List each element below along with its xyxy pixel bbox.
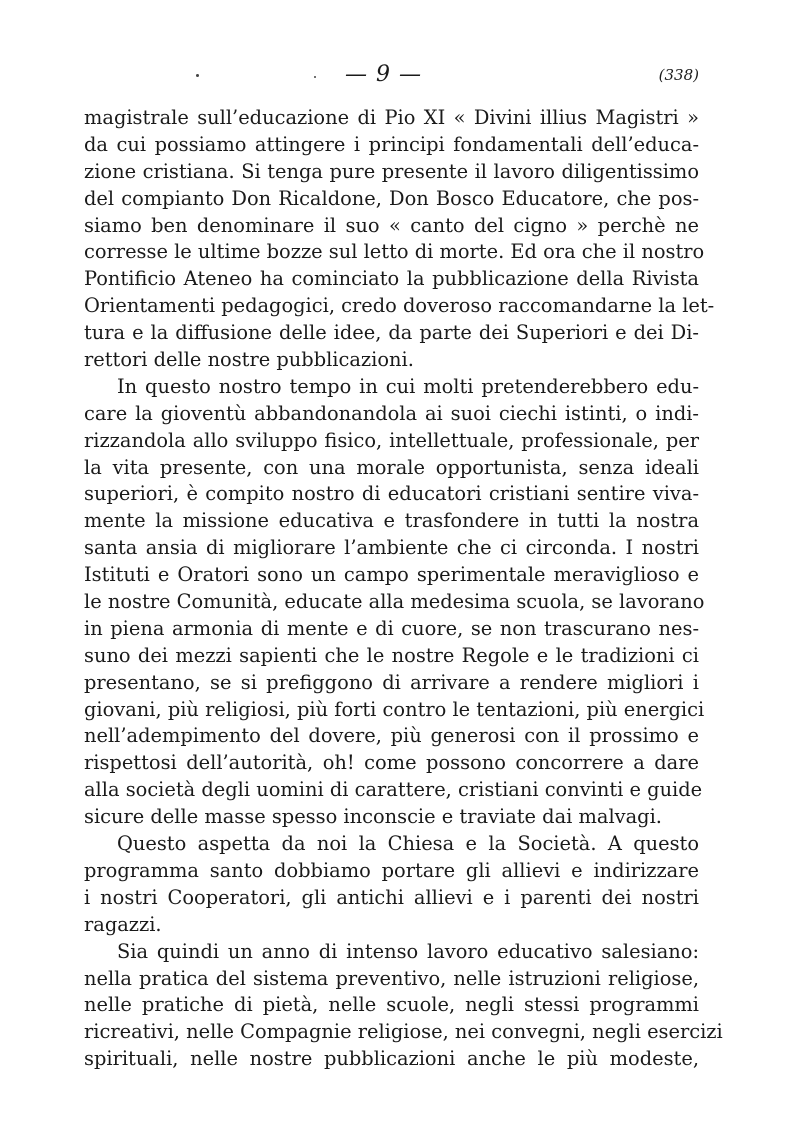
text-line: nella pratica del sistema preventivo, nelle istruzioni religiose, bbox=[84, 966, 699, 990]
text-line: ricreativi, nelle Compagnie religiose, nei convegni, negli esercizi bbox=[84, 1020, 723, 1044]
text-line: programma santo dobbiamo portare gli allievi e indirizzare bbox=[84, 858, 699, 882]
print-speck bbox=[314, 76, 316, 78]
text-line: rizzandola allo sviluppo fisico, intellettuale, professionale, per bbox=[84, 428, 699, 452]
text-line: magistrale sull’educazione di Pio XI « Divini illius Magistri » bbox=[84, 106, 699, 129]
text-line: in piena armonia di mente e di cuore, se non trascurano nes- bbox=[84, 616, 699, 640]
text-line: nell’adempimento del dovere, più generosi con il prossimo e bbox=[84, 724, 699, 748]
text-line: rispettosi dell’autorità, oh! come possono concorrere a dare bbox=[84, 751, 699, 775]
page-number: — 9 — bbox=[345, 62, 422, 87]
text-line: spirituali, nelle nostre pubblicazioni anche le più modeste, bbox=[84, 1047, 699, 1071]
text-line: ragazzi. bbox=[84, 912, 162, 936]
text-line: siamo ben denominare il suo « canto del cigno » perchè ne bbox=[84, 213, 699, 237]
text-line: superiori, è compito nostro di educatori cristiani sentire viva- bbox=[84, 482, 699, 506]
text-line: santa ansia di migliorare l’ambiente che ci circonda. I nostri bbox=[84, 536, 699, 560]
text-line: del compianto Don Ricaldone, Don Bosco Educatore, che pos- bbox=[84, 186, 699, 210]
text-line: la vita presente, con una morale opportunista, senza ideali bbox=[84, 455, 699, 479]
text-line: giovani, più religiosi, più forti contro le tentazioni, più energici bbox=[84, 697, 705, 721]
text-line: care la gioventù abbandonandola ai suoi ciechi istinti, o indi- bbox=[84, 401, 699, 425]
text-line: nelle pratiche di pietà, nelle scuole, negli stessi programmi bbox=[84, 993, 699, 1017]
text-line: alla società degli uomini di carattere, cristiani convinti e guide bbox=[84, 778, 703, 802]
text-line: da cui possiamo attingere i principi fondamentali dell’educa- bbox=[84, 132, 699, 156]
text-line: sicure delle masse spesso inconscie e traviate dai malvagi. bbox=[84, 805, 662, 829]
text-line: Sia quindi un anno di intenso lavoro educativo salesiano: bbox=[117, 939, 699, 963]
text-line: zione cristiana. Si tenga pure presente il lavoro diligentissimo bbox=[84, 159, 699, 183]
body-text bbox=[84, 105, 723, 1073]
text-line: mente la missione educativa e trasfondere in tutti la nostra bbox=[84, 509, 699, 533]
text-line: Pontificio Ateneo ha cominciato la pubblicazione della Rivista bbox=[84, 267, 699, 291]
text-line: i nostri Cooperatori, gli antichi allievi e i parenti dei nostri bbox=[84, 885, 699, 909]
text-line: rettori delle nostre pubblicazioni. bbox=[84, 348, 414, 372]
page-reference: (338) bbox=[658, 66, 699, 84]
text-line: Orientamenti pedagogici, credo doveroso raccomandarne la let- bbox=[84, 294, 715, 318]
print-speck bbox=[196, 74, 199, 77]
text-line: In questo nostro tempo in cui molti pretenderebbero edu- bbox=[117, 374, 699, 398]
text-line: corresse le ultime bozze sul letto di morte. Ed ora che il nostro bbox=[84, 240, 705, 264]
text-line: tura e la diffusione delle idee, da parte dei Superiori e dei Di- bbox=[84, 321, 699, 345]
text-line: Istituti e Oratori sono un campo sperimentale meraviglioso e bbox=[84, 563, 699, 587]
page-header bbox=[0, 62, 793, 92]
text-line: le nostre Comunità, educate alla medesima scuola, se lavorano bbox=[84, 590, 705, 614]
text-line: suno dei mezzi sapienti che le nostre Regole e le tradizioni ci bbox=[84, 643, 699, 667]
text-line: presentano, se si prefiggono di arrivare a rendere migliori i bbox=[84, 670, 699, 694]
text-line: Questo aspetta da noi la Chiesa e la Società. A questo bbox=[117, 832, 699, 856]
